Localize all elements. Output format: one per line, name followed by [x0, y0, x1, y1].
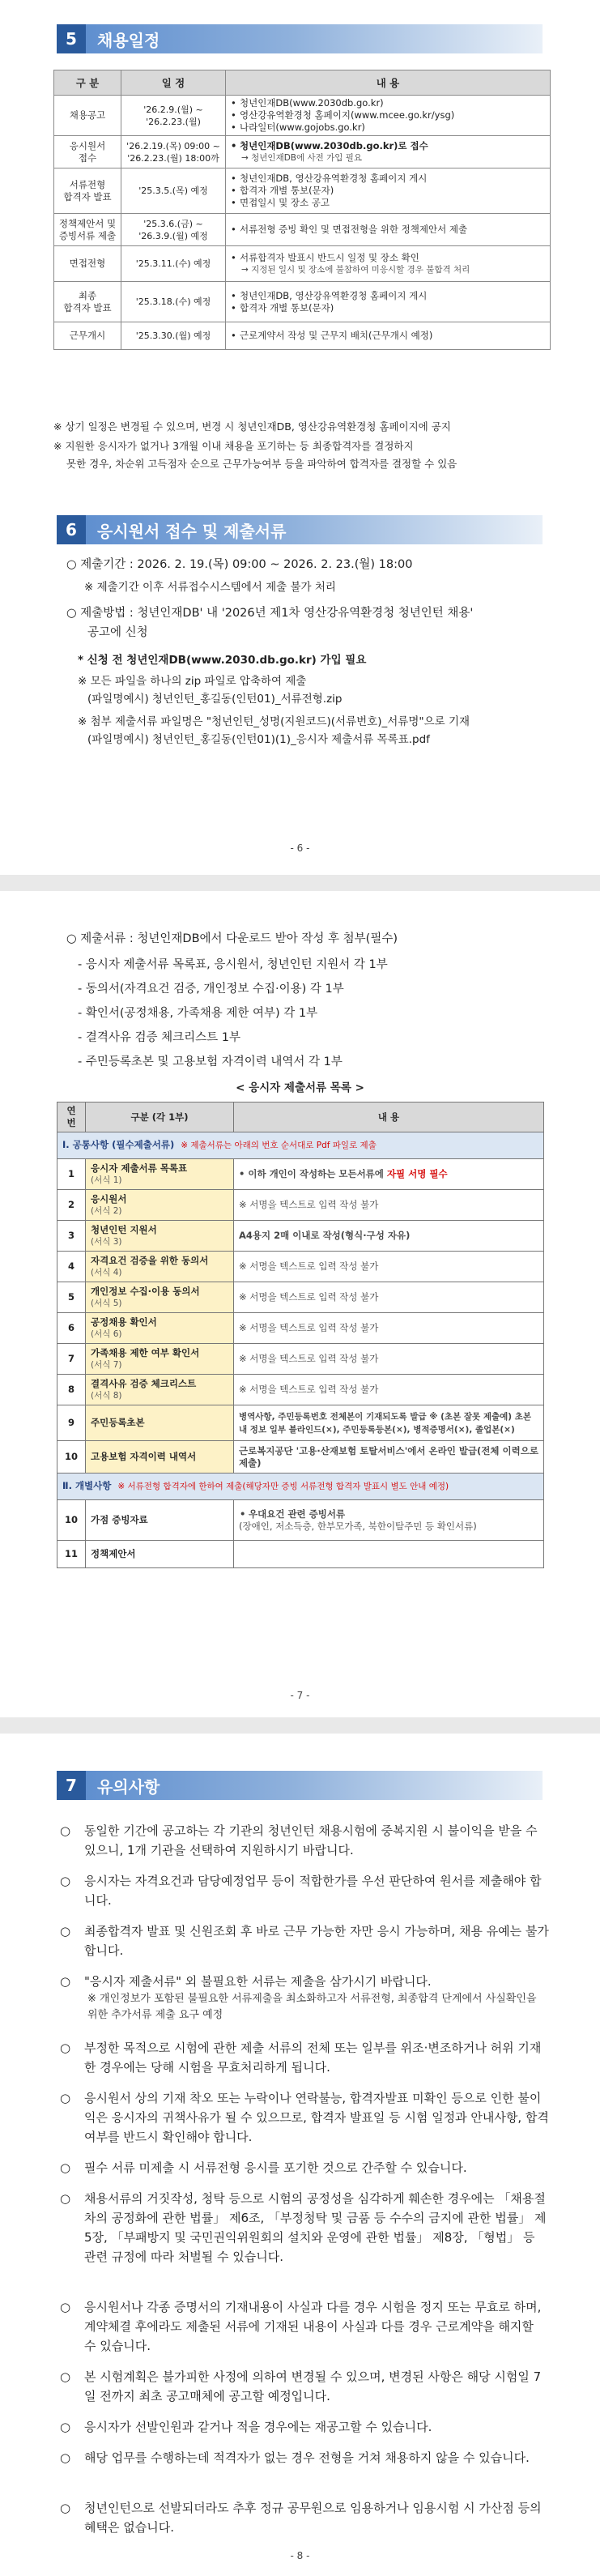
schedule-content: [226, 282, 551, 322]
zip-note: ※ 모든 파일을 하나의 zip 파일로 압축하여 제출: [78, 675, 307, 688]
doc-name: 주민등록초본: [91, 1417, 145, 1428]
doc-name: 공정채용 확인서: [91, 1316, 157, 1328]
circle-bullet-icon: ○: [60, 2300, 71, 2314]
section-title: 채용일정: [86, 24, 543, 53]
circle-bullet-icon: ○: [60, 2091, 71, 2105]
schedule-item: • 영산강유역환경청 홈페이지(www.mcee.go.kr/ysg): [230, 109, 546, 122]
doc-name-cell: [86, 1313, 234, 1344]
doc-name: 자격요건 검증을 위한 동의서: [91, 1254, 209, 1266]
notice-text: 청년인턴으로 선발되더라도 추후 정규 공무원으로 임용하거나 임용시험 시 가산점 등의 혜택은 없습니다.: [84, 2501, 542, 2535]
doc-desc-text: 병역사항, 주민등록번호 전체본이 기재되도록 발급 ※ (초본 잘못 제출예) 초본 내 정보 일부 블라인드(×), 주민등록등본(×), 병적증명서(×), 졸업본(×): [239, 1411, 531, 1435]
schedule-date: '25.3.30.(월) 예정: [121, 322, 226, 350]
filename-example: (파일명예시) 청년인턴_홍길동(인턴01)(1)_응시자 제출서류 목록표.pdf: [87, 733, 430, 746]
doc-number: 4: [57, 1252, 86, 1282]
doc-desc-sub: (장애인, 저소득층, 한부모가족, 북한이탈주민 등 확인서류): [239, 1520, 477, 1532]
doc-form: (서식 2): [91, 1205, 122, 1216]
col-header: 연번: [57, 1102, 86, 1132]
circle-bullet-icon: ○: [60, 1823, 71, 1838]
doc-description: [234, 1375, 544, 1405]
signup-note: * 신청 전 청년인재DB(www.2030.db.go.kr) 가입 필요: [78, 654, 367, 667]
filename-note: ※ 첨부 제출서류 파일명은 "청년인턴_성명(지원코드)(서류번호)_서류명"으로 기재: [78, 715, 470, 728]
notice-text: 본 시험계획은 불가피한 사정에 의하여 변경될 수 있으며, 변경된 사항은 해당 시험일 7일 전까지 최초 공고매체에 공고할 예정입니다.: [84, 2369, 542, 2403]
notice-text: 필수 서류 미제출 시 서류전형 응시를 포기한 것으로 간주할 수 있습니다.: [84, 2160, 467, 2175]
notice-text: 최종합격자 발표 및 신원조회 후 바로 근무 가능한 자만 응시 가능하며, 채용 유예는 불가합니다.: [84, 1924, 549, 1958]
doc-number: 10: [57, 1441, 86, 1474]
col-header: 구 분: [54, 70, 121, 96]
submit-period: ○ 제출기간 : 2026. 2. 19.(목) 09:00 ~ 2026. 2. 23.(월) 18:00: [66, 558, 413, 571]
schedule-row: [54, 214, 551, 246]
notice-item: [60, 2367, 549, 2406]
schedule-item: • 청년인재DB, 영산강유역환경청 홈페이지 게시: [230, 290, 546, 302]
page-number: - 7 -: [290, 1690, 310, 1701]
schedule-category: 최종 합격자 발표: [54, 282, 121, 322]
schedule-row: [54, 246, 551, 282]
col-header: 구분 (각 1부): [86, 1102, 234, 1132]
doc-name-cell: [86, 1252, 234, 1282]
schedule-date: '25.3.5.(목) 예정: [121, 168, 226, 214]
docs-intro: ○ 제출서류 : 청년인재DB에서 다운로드 받아 작성 후 첨부(필수): [66, 932, 398, 945]
schedule-content: [226, 168, 551, 214]
section-number: 5: [57, 24, 86, 53]
schedule-date: '26.2.9.(월) ~ '26.2.23.(월): [121, 96, 226, 136]
section-number: 6: [57, 515, 86, 544]
doc-name: 고용보험 자격이력 내역서: [91, 1451, 197, 1462]
schedule-item: • 면접일시 및 장소 공고: [230, 197, 546, 209]
schedule-content: [226, 214, 551, 246]
circle-bullet-icon: ○: [60, 1924, 71, 1938]
docs-item: - 동의서(자격요건 검증, 개인정보 수집·이용) 각 1부: [78, 983, 344, 996]
doc-desc-text: • 우대요건 관련 증빙서류: [239, 1508, 538, 1520]
doc-number: 10: [57, 1500, 86, 1541]
schedule-category: 정책제안서 및 증빙서류 제출: [54, 214, 121, 246]
notice-item: [60, 1921, 549, 1960]
doc-description: [234, 1252, 544, 1282]
section-5-header: [57, 24, 543, 53]
notice-text: 응시원서나 각종 증명서의 기재내용이 사실과 다를 경우 시험을 정지 또는 무효로 하며, 계약체결 후에라도 제출된 서류에 기재된 내용이 사실과 다를 경우 근로계약을 해지할 수 있습니다.: [84, 2300, 542, 2353]
doc-name: 가점 증빙자료: [86, 1500, 234, 1541]
notice-item: [60, 1871, 549, 1910]
doc-number: 8: [57, 1375, 86, 1405]
doc-description: [234, 1282, 544, 1313]
doc-name-cell: [86, 1441, 234, 1474]
schedule-item-note: → 청년인재DB에 사전 가입 필요: [241, 152, 363, 163]
doc-description: [234, 1541, 544, 1568]
section-title: 응시원서 접수 및 제출서류: [86, 515, 543, 544]
doc-row: [57, 1313, 544, 1344]
doc-name-cell: [86, 1159, 234, 1190]
doc-description: [234, 1221, 544, 1252]
page-8: [0, 1734, 600, 2576]
doc-name-cell: [86, 1375, 234, 1405]
notice-item: [60, 2498, 549, 2537]
notice-text: 응시원서 상의 기재 착오 또는 누락이나 연락불능, 합격자발표 미확인 등으로 인한 불이익은 응시자의 귀책사유가 될 수 있으므로, 합격자 발표일 등 시험 일정과 안내사항, 합격여부를 반드시 확인해야 합니다.: [84, 2091, 549, 2144]
schedule-category: 근무개시: [54, 322, 121, 350]
schedule-item: • 나라일터(www.gojobs.go.kr): [230, 122, 546, 134]
schedule-item: • 청년인재DB(www.2030db.go.kr)로 접수: [230, 140, 546, 152]
circle-bullet-icon: ○: [60, 1974, 71, 1989]
doc-form: (서식 4): [91, 1267, 122, 1277]
docs-item: - 주민등록초본 및 고용보험 자격이력 내역서 각 1부: [78, 1056, 343, 1068]
doc-desc-text: • 이하 개인이 작성하는 모든서류에: [239, 1168, 387, 1179]
schedule-row: [54, 136, 551, 168]
notice-item: [60, 2297, 549, 2356]
notice-text: 채용서류의 거짓작성, 청탁 등으로 시험의 공정성을 심각하게 훼손한 경우에는 「채용절차의 공정화에 관한 법률」 제6조, 「부정청탁 및 금품 등 수수의 금지에 관한 법률」 제5장, 「부패방지 및 국민권익위원회의 설치와 운영에 관한 법률」 제8장, 「형법」 등 관련 규정에 따라 처벌될 수 있습니다.: [84, 2191, 547, 2264]
circle-bullet-icon: ○: [60, 2501, 71, 2515]
doc-number: 2: [57, 1190, 86, 1221]
schedule-item: • 청년인재DB, 영산강유역환경청 홈페이지 게시: [230, 173, 546, 185]
submit-period-note: ※ 제출기간 이후 서류접수시스템에서 제출 불가 처리: [84, 581, 336, 594]
doc-form: (서식 6): [91, 1329, 122, 1339]
schedule-item: • 청년인재DB(www.2030db.go.kr): [230, 97, 546, 109]
schedule-date: '25.3.18.(수) 예정: [121, 282, 226, 322]
doc-desc-text: 근로복지공단 '고용·산재보험 토탈서비스'에서 온라인 발급(전체 이력으로 제출): [239, 1444, 538, 1469]
doc-form: (서식 5): [91, 1298, 122, 1308]
schedule-item: • 서류전형 증빙 확인 및 면접전형을 위한 정책제안서 제출: [230, 224, 546, 236]
schedule-item: • 합격자 개별 통보(문자): [230, 302, 546, 314]
doc-name-cell: [86, 1190, 234, 1221]
schedule-row: [54, 168, 551, 214]
doc-number: 9: [57, 1405, 86, 1441]
doc-name-cell: [86, 1221, 234, 1252]
notice-text: 부정한 목적으로 시험에 관한 제출 서류의 전체 또는 일부를 위조·변조하거나 허위 기재한 경우에는 당해 시험을 무효처리하게 됩니다.: [84, 2041, 542, 2075]
doc-name-cell: [86, 1282, 234, 1313]
notice-text: "응시자 제출서류" 외 불필요한 서류는 제출을 삼가시기 바랍니다.: [84, 1974, 432, 1989]
group-row: [57, 1474, 544, 1500]
notice-subnote: ※ 개인정보가 포함된 불필요한 서류제출을 최소화하고자 서류전형, 최종합격 단계에서 사실확인을 위한 추가서류 제출 요구 예정: [87, 1993, 537, 2021]
notice-item: [60, 1972, 549, 2024]
doc-description: [234, 1405, 544, 1441]
section-title: 유의사항: [86, 1771, 543, 1800]
doc-form: (서식 8): [91, 1390, 122, 1401]
doc-number: 3: [57, 1221, 86, 1252]
schedule-date: '25.3.11.(수) 예정: [121, 246, 226, 282]
notice-item: [60, 2158, 549, 2177]
doc-number: 7: [57, 1344, 86, 1375]
doc-number: 5: [57, 1282, 86, 1313]
schedule-item: • 서류합격자 발표시 반드시 일정 및 장소 확인: [230, 252, 546, 264]
doc-form: (서식 3): [91, 1236, 122, 1247]
docs-item: - 응시자 제출서류 목록표, 응시원서, 청년인턴 지원서 각 1부: [78, 958, 388, 971]
zip-example: (파일명예시) 청년인턴_홍길동(인턴01)_서류전형.zip: [87, 693, 343, 706]
schedule-category: 서류전형 합격자 발표: [54, 168, 121, 214]
col-header: 일 정: [121, 70, 226, 96]
doc-number: 6: [57, 1313, 86, 1344]
doc-desc-text: ※ 서명을 텍스트로 입력 작성 불가: [239, 1353, 379, 1364]
schedule-note: ※ 상기 일정은 변경될 수 있으며, 변경 시 청년인재DB, 영산강유역환경청 홈페이지에 공지: [53, 420, 451, 433]
schedule-category: 채용공고: [54, 96, 121, 136]
submit-method-cont: 공고에 신청: [87, 626, 148, 639]
notice-item: [60, 2088, 549, 2147]
page-7: [0, 891, 600, 1717]
circle-bullet-icon: ○: [60, 2041, 71, 2055]
circle-bullet-icon: ○: [60, 2420, 71, 2434]
docs-item: - 확인서(공정채용, 가족채용 제한 여부) 각 1부: [78, 1007, 318, 1020]
section-6-header: [57, 515, 543, 544]
doc-name-cell: [86, 1405, 234, 1441]
table-title: < 응시자 제출서류 목록 >: [236, 1081, 364, 1094]
doc-description: [234, 1441, 544, 1474]
doc-description: [234, 1313, 544, 1344]
doc-row: [57, 1344, 544, 1375]
doc-name: 청년인턴 지원서: [91, 1223, 157, 1235]
schedule-note: 못한 경우, 차순위 고득점자 순으로 근무가능여부 등을 파악하여 합격자를 결정할 수 있음: [66, 458, 457, 470]
notice-text: 동일한 기간에 공고하는 각 기관의 청년인턴 채용시험에 중복지원 시 불이익을 받을 수 있으니, 1개 기관을 선택하여 지원하시기 바랍니다.: [84, 1823, 538, 1857]
submit-method: ○ 제출방법 : 청년인재DB' 내 '2026년 제1차 영산강유역환경청 청년인턴 채용': [66, 607, 474, 620]
doc-name: 결격사유 검증 체크리스트: [91, 1377, 197, 1389]
schedule-content: [226, 96, 551, 136]
col-header: 내 용: [234, 1102, 544, 1132]
doc-desc-text: ※ 서명을 텍스트로 입력 작성 불가: [239, 1260, 379, 1272]
schedule-date: '25.3.6.(금) ~ '26.3.9.(월) 예정: [121, 214, 226, 246]
doc-desc-text: ※ 서명을 텍스트로 입력 작성 불가: [239, 1199, 379, 1210]
col-header: 내 용: [226, 70, 551, 96]
doc-form: (서식 1): [91, 1175, 122, 1185]
notice-item: [60, 2448, 549, 2467]
doc-name: 응시자 제출서류 목록표: [91, 1162, 188, 1174]
group-label: Ⅰ. 공통사항 (필수제출서류): [62, 1139, 175, 1150]
doc-row: [57, 1441, 544, 1474]
doc-desc-text: ※ 서명을 텍스트로 입력 작성 불가: [239, 1322, 379, 1333]
doc-name: 응시원서: [91, 1192, 127, 1205]
schedule-item: • 합격자 개별 통보(문자): [230, 185, 546, 197]
doc-row: [57, 1252, 544, 1282]
doc-name: 개인정보 수집·이용 동의서: [91, 1285, 200, 1297]
doc-row: [57, 1375, 544, 1405]
group-cell: [57, 1474, 544, 1500]
doc-row: [57, 1282, 544, 1313]
doc-description: [234, 1159, 544, 1190]
schedule-content: [226, 246, 551, 282]
circle-bullet-icon: ○: [60, 2369, 71, 2384]
schedule-item-note: → 지정된 일시 및 장소에 불참하여 미응시할 경우 불합격 처리: [241, 264, 470, 275]
doc-desc-text: ※ 서명을 텍스트로 입력 작성 불가: [239, 1384, 379, 1395]
doc-description: [234, 1190, 544, 1221]
doc-name: 가족채용 제한 여부 확인서: [91, 1346, 200, 1358]
notice-item: [60, 1821, 549, 1860]
notice-text: 해당 업무를 수행하는데 적격자가 없는 경우 전형을 거쳐 채용하지 않을 수 있습니다.: [84, 2450, 530, 2465]
doc-desc-text: ※ 서명을 텍스트로 입력 작성 불가: [239, 1291, 379, 1303]
schedule-content: [226, 322, 551, 350]
circle-bullet-icon: ○: [60, 2450, 71, 2465]
group-note: ※ 서류전형 합격자에 한하여 제출(해당자만 증빙 서류전형 합격자 발표시 별도 안내 예정): [117, 1482, 449, 1491]
doc-number: 11: [57, 1541, 86, 1568]
schedule-note: ※ 지원한 응시자가 없거나 3개월 이내 채용을 포기하는 등 최종합격자를 결정하지: [53, 440, 414, 452]
section-7-header: [57, 1771, 543, 1800]
page-6: [0, 0, 600, 875]
schedule-content: [226, 136, 551, 168]
doc-name: 정책제안서: [86, 1541, 234, 1568]
group-note: ※ 제출서류는 아래의 번호 순서대로 Pdf 파일로 제출: [181, 1141, 377, 1150]
doc-row: [57, 1221, 544, 1252]
group-label: Ⅱ. 개별사항: [62, 1480, 112, 1491]
doc-row: [57, 1159, 544, 1190]
schedule-item: • 근로계약서 작성 및 근무지 배치(근무개시 예정): [230, 330, 546, 342]
schedule-category: 면접전형: [54, 246, 121, 282]
doc-desc-highlight: 자필 서명 필수: [386, 1168, 448, 1179]
notice-text: 응시자는 자격요건과 담당예정업무 등이 적합한가를 우선 판단하여 원서를 제출해야 합니다.: [84, 1874, 542, 1908]
schedule-table: [53, 70, 551, 350]
submission-docs-table: [57, 1102, 544, 1568]
doc-row: [57, 1500, 544, 1541]
doc-row: [57, 1190, 544, 1221]
schedule-category: 응시원서 접수: [54, 136, 121, 168]
doc-form: (서식 7): [91, 1359, 122, 1370]
schedule-date: '26.2.19.(목) 09:00 ~ '26.2.23.(월) 18:00까: [121, 136, 226, 168]
doc-number: 1: [57, 1159, 86, 1190]
notice-text: 응시자가 선발인원과 같거나 적을 경우에는 재공고할 수 있습니다.: [84, 2420, 432, 2434]
group-row: [57, 1132, 544, 1159]
doc-row: [57, 1405, 544, 1441]
group-cell: [57, 1132, 544, 1159]
page-number: - 8 -: [290, 2550, 310, 2561]
notice-item: [60, 2189, 549, 2267]
doc-name-cell: [86, 1344, 234, 1375]
section-number: 7: [57, 1771, 86, 1800]
schedule-row: [54, 96, 551, 136]
doc-description: [234, 1500, 544, 1541]
doc-desc-text: A4용지 2매 이내로 작성(형식·구성 자유): [239, 1230, 411, 1241]
circle-bullet-icon: ○: [60, 2160, 71, 2175]
schedule-row: [54, 282, 551, 322]
doc-description: [234, 1344, 544, 1375]
notice-item: [60, 2038, 549, 2077]
circle-bullet-icon: ○: [60, 1874, 71, 1888]
doc-row: [57, 1541, 544, 1568]
page-number: - 6 -: [290, 842, 310, 854]
notice-item: [60, 2417, 549, 2437]
schedule-row: [54, 322, 551, 350]
circle-bullet-icon: ○: [60, 2191, 71, 2206]
docs-item: - 결격사유 검증 체크리스트 1부: [78, 1031, 240, 1044]
